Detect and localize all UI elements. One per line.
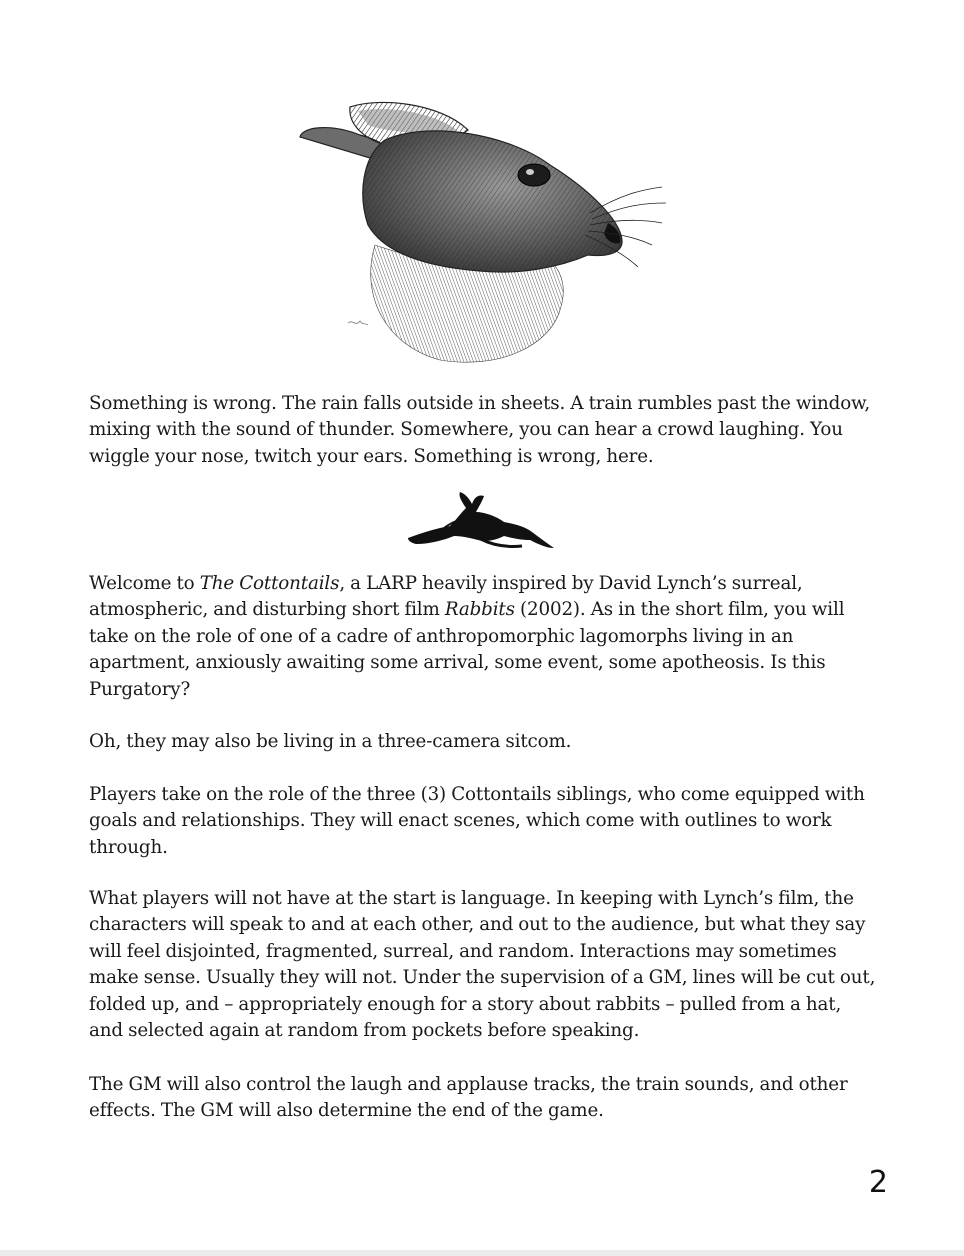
welcome-paragraph (89, 571, 879, 703)
sitcom-paragraph: Oh, they may also be living in a three-camera sitcom. (89, 731, 572, 752)
page-number: 2 (868, 1165, 888, 1200)
intro-paragraph: Something is wrong. The rain falls outside in sheets. A train rumbles past the window, mixing with the sound of thunder. Somewhere, you can hear a crowd laughing. You wiggle your nose, twitch your ears. Something is wrong, here. (89, 393, 871, 467)
welcome-text-c: (2002). As in the short film, you will take on the role of one of a cadre of anthropomorphic lagomorphs living in an apartment, anxiously awaiting some arrival, some event, some apotheosis. Is this Purgatory? (89, 599, 845, 700)
language-paragraph: What players will not have at the start is language. In keeping with Lynch’s film, the characters will speak to and at each other, and out to the audience, but what they say will feel disjointed, fragmented, surreal, and random. Interactions may sometimes make sense. Usually they will not. Under the supervision of a GM, lines will be cut out, folded up, and – appropriately enough for a story about rabbits – pulled from a hat, and selected again at random from pockets before speaking. (89, 888, 876, 1042)
leaping-hare-silhouette-icon (404, 488, 556, 554)
game-title: The Cottontails (199, 573, 340, 594)
players-paragraph: Players take on the role of the three (3) Cottontails siblings, who come equipped with goals and relationships. They will enact scenes, which come with outlines to work through. (89, 784, 865, 858)
welcome-text-b: , a LARP heavily inspired by David Lynch’s surreal, atmospheric, and disturbing short film (89, 573, 803, 621)
page-edge (0, 1250, 964, 1256)
welcome-text-a: Welcome to (89, 573, 200, 594)
gm-paragraph: The GM will also control the laugh and applause tracks, the train sounds, and other effects. The GM will also determine the end of the game. (89, 1074, 848, 1122)
film-title: Rabbits (444, 599, 515, 621)
rabbit-head-engraving-icon (290, 95, 670, 370)
